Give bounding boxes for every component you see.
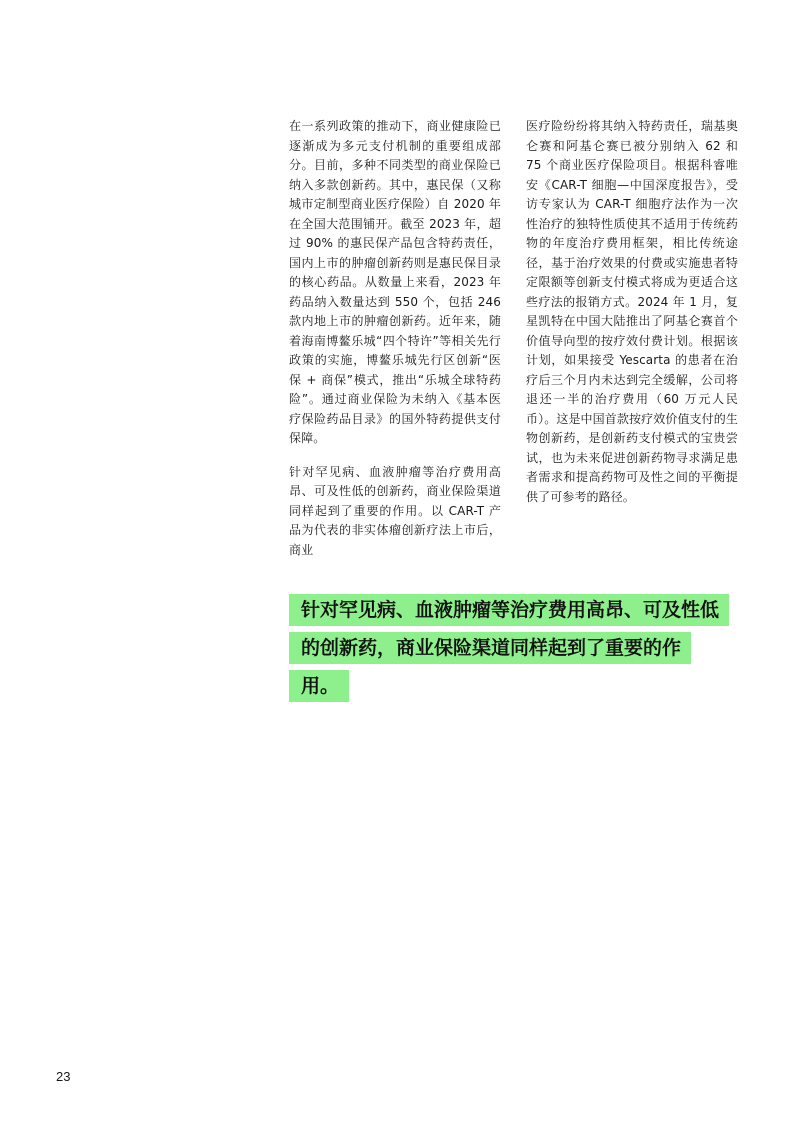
- pull-quote-text: 针对罕见病、血液肿瘤等治疗费用高昂、可及性低的创新药，商业保险渠道同样起到了重要的作用。: [289, 594, 729, 702]
- paragraph: 针对罕见病、血液肿瘤等治疗费用高昂、可及性低的创新药，商业保险渠道同样起到了重要的作用。以 CAR-T 产品为代表的非实体瘤创新疗法上市后，商业: [289, 464, 501, 557]
- body-column-left: [289, 117, 501, 560]
- page-number: 23: [56, 1069, 71, 1084]
- body-column-right: [526, 117, 738, 507]
- paragraph: 医疗险纷纷将其纳入特药责任，瑞基奥仑赛和阿基仑赛已被分别纳入 62 和 75 个商业医疗保险项目。根据科睿唯安《CAR-T 细胞—中国深度报告》，受访专家认为 CAR-T 细胞疗法作为一次性治疗的独特性质使其不适用于传统药物的年度治疗费用框架，相比传统途径，基于治疗效果的付费或实施患者特定限额等创新支付模式将成为更适合这些疗法的报销方式。2024 年 1 月，复星凯特在中国大陆推出了阿基仑赛首个价值导向型的按疗效付费计划。根据该计划，如果接受 Yescarta 的患者在治疗后三个月内未达到完全缓解，公司将退还一半的治疗费用（60 万元人民币）。这是中国首款按疗效价值支付的生物创新药，是创新药支付模式的宝贵尝试，也为未来促进创新药物寻求满足患者需求和提高药物可及性之间的平衡提供了可参考的路径。: [526, 119, 738, 504]
- paragraph: 在一系列政策的推动下，商业健康险已逐渐成为多元支付机制的重要组成部分。目前，多种不同类型的商业保险已纳入多款创新药。其中，惠民保（又称城市定制型商业医疗保险）自 2020 年在全国大范围铺开。截至 2023 年，超过 90% 的惠民保产品包含特药责任，国内上市的肿瘤创新药则是惠民保目录的核心药品。从数量上来看，2023 年药品纳入数量达到 550 个，包括 246 款内地上市的肿瘤创新药。近年来，随着海南博鳌乐城“四个特许”等相关先行政策的实施，博鳌乐城先行区创新“医保 + 商保”模式，推出“乐城全球特药险”。通过商业保险为未纳入《基本医疗保险药品目录》的国外特药提供支付保障。: [289, 119, 501, 445]
- pull-quote: [289, 591, 719, 705]
